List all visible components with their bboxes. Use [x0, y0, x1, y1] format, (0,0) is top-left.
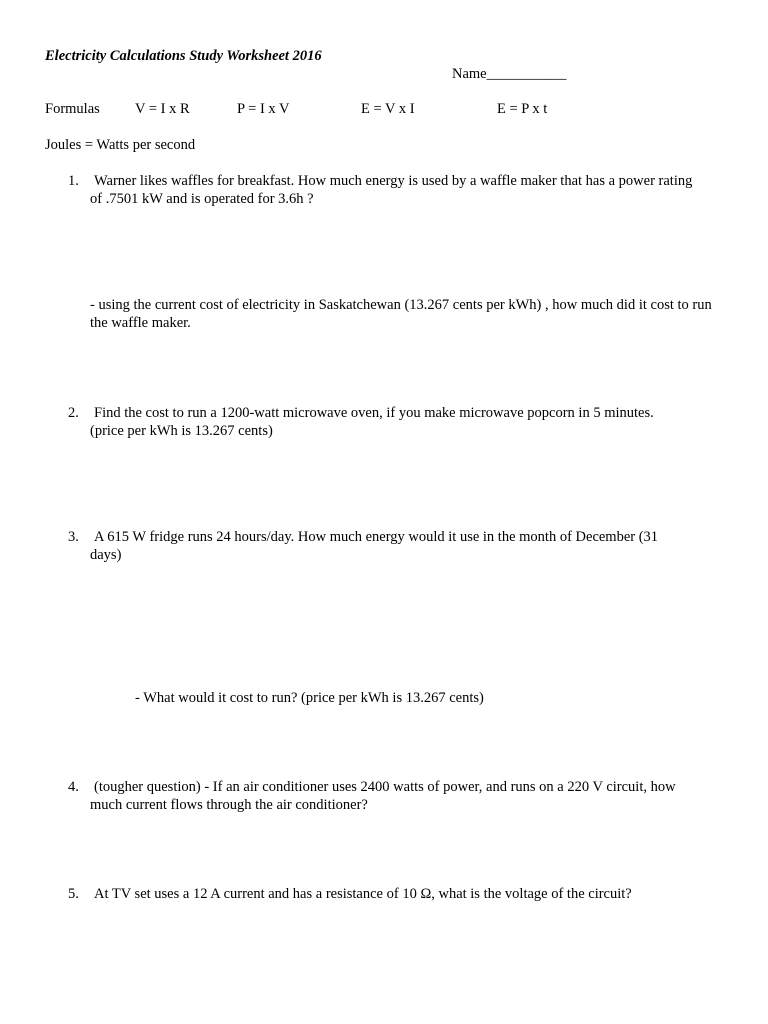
name-field: Name___________	[452, 66, 567, 82]
question-line-1: Find the cost to run a 1200-watt microwave oven, if you make microwave popcorn in 5 minutes.	[94, 405, 654, 421]
formula-energy-pt: E = P x t	[497, 101, 548, 117]
question-line-1: A 615 W fridge runs 24 hours/day. How much energy would it use in the month of December (31	[94, 529, 659, 545]
question-text	[90, 172, 730, 208]
question-line-2: much current flows through the air conditioner?	[90, 797, 368, 813]
formulas-label: Formulas	[45, 101, 100, 117]
formula-ohms-law: V = I x R	[135, 101, 190, 117]
question-3-followup: - What would it cost to run? (price per kWh is 13.267 cents)	[135, 690, 484, 706]
question-number: 3.	[68, 529, 79, 545]
question-number: 4.	[68, 779, 79, 795]
question-number: 1.	[68, 173, 79, 189]
question-line-1: Warner likes waffles for breakfast. How much energy is used by a waffle maker that has a power rating	[94, 173, 693, 189]
question-1-followup: - using the current cost of electricity in Saskatchewan (13.267 cents per kWh) , how much did it cost to run the waffle maker.	[90, 297, 712, 331]
question-text	[90, 404, 730, 440]
question-text	[90, 528, 730, 564]
formula-energy-vi: E = V x I	[361, 101, 415, 117]
formula-power: P = I x V	[237, 101, 290, 117]
question-line-1: At TV set uses a 12 A current and has a resistance of 10 Ω, what is the voltage of the circuit?	[94, 886, 632, 902]
question-line-2: of .7501 kW and is operated for 3.6h ?	[90, 191, 314, 207]
joules-note: Joules = Watts per second	[45, 137, 196, 153]
question-text	[90, 778, 730, 814]
question-number: 5.	[68, 886, 79, 902]
question-number: 2.	[68, 405, 79, 421]
worksheet-title: Electricity Calculations Study Worksheet 2016	[45, 48, 322, 64]
question-line-2: days)	[90, 547, 122, 563]
question-text	[90, 885, 730, 903]
question-line-1: (tougher question) - If an air conditioner uses 2400 watts of power, and runs on a 220 V circuit, how	[94, 779, 676, 795]
question-line-2: (price per kWh is 13.267 cents)	[90, 423, 273, 439]
